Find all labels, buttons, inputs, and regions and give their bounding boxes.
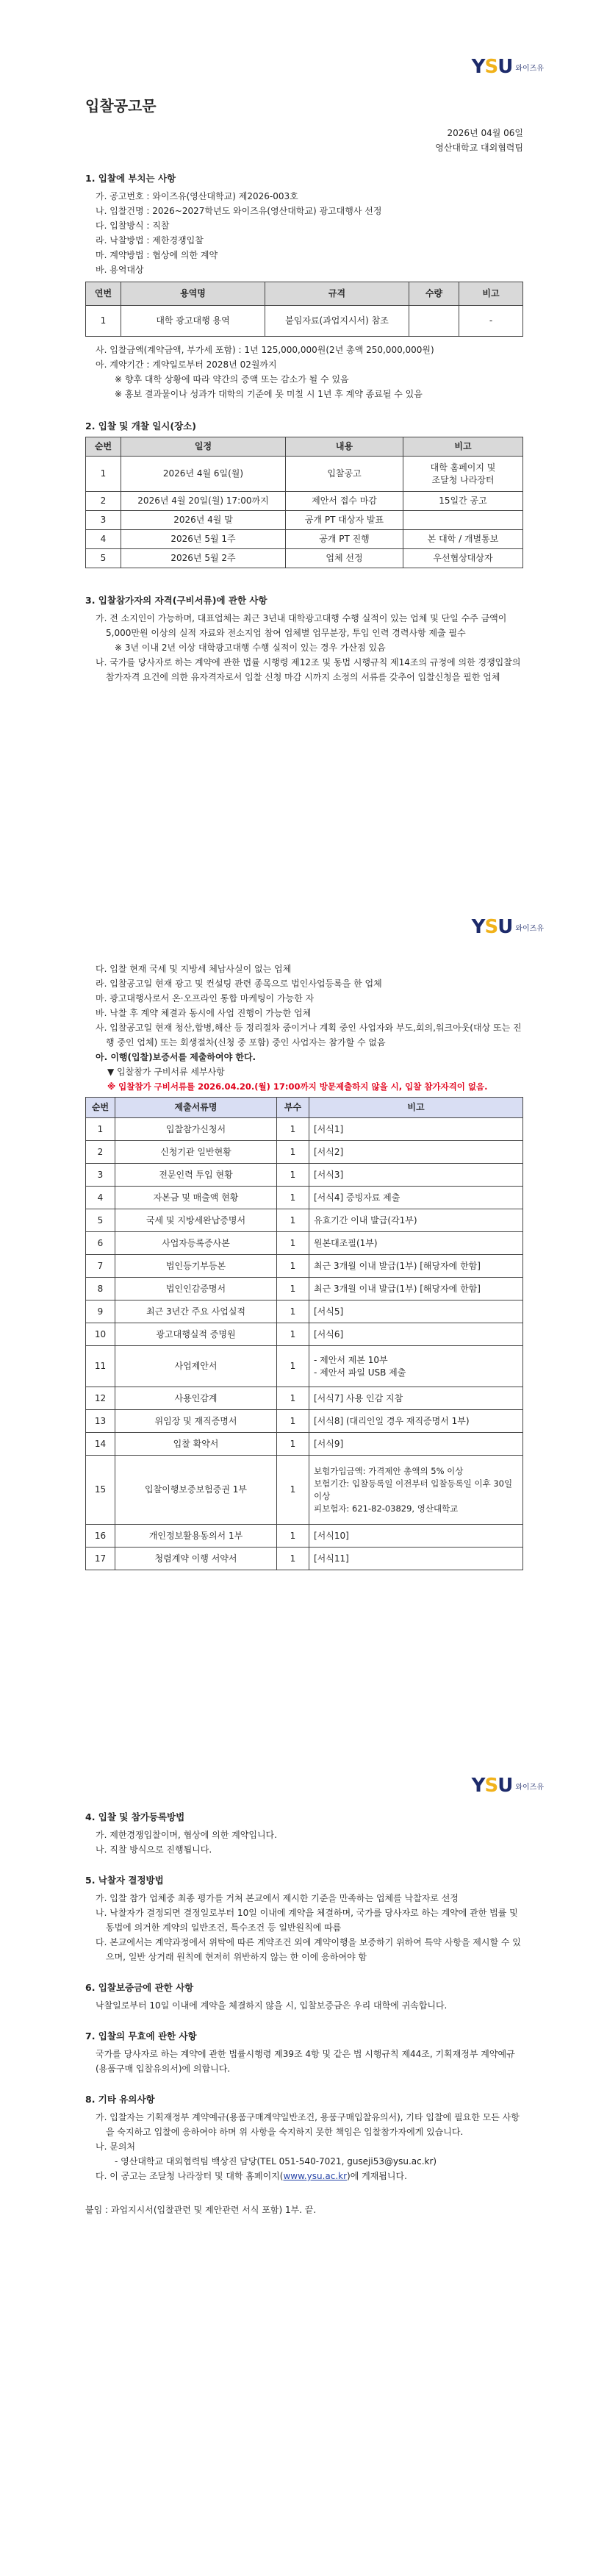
table-cell: 1 <box>86 1118 115 1141</box>
text: S <box>484 56 498 78</box>
table-cell <box>403 511 523 530</box>
table-cell: [서식4] 증빙자료 제출 <box>309 1187 523 1209</box>
issuer: 영산대학교 대외협력팀 <box>435 143 523 153</box>
table-row <box>86 530 523 549</box>
text: 부수 <box>277 1098 309 1118</box>
table-cell: - 제안서 제본 10부 - 제안서 파일 USB 제출 <box>309 1346 523 1387</box>
table-cell: 2026년 5월 1주 <box>121 530 286 549</box>
table-cell: [서식6] <box>309 1323 523 1346</box>
table-cell: [서식1] <box>309 1118 523 1141</box>
warning-note: ※ 입찰참가 구비서류를 2026.04.20.(월) 17:00까지 방문제출하지 않을 시, 입찰 참가자격이 없음. <box>107 1081 488 1092</box>
table-cell: 1 <box>277 1456 309 1525</box>
table-cell: 17 <box>86 1548 115 1570</box>
table-cell: [서식7] 사용 인감 지참 <box>309 1387 523 1410</box>
table-cell: 사용인감계 <box>115 1387 277 1410</box>
table-cell: 1 <box>277 1410 309 1433</box>
table-cell: 업체 선정 <box>286 549 403 568</box>
table-cell: 우선협상대상자 <box>403 549 523 568</box>
table-cell: 최근 3개월 이내 발급(1부) [해당자에 한함] <box>309 1255 523 1278</box>
section-5-heading: 5. 낙찰자 결정방법 <box>85 1875 164 1886</box>
text: U <box>498 916 513 938</box>
table-row <box>86 1433 523 1456</box>
table-header: 비고 <box>459 282 523 306</box>
table-cell: 4 <box>86 530 121 549</box>
table-cell: [서식3] <box>309 1164 523 1187</box>
table-cell: 자본금 및 매출액 현황 <box>115 1187 277 1209</box>
list-item <box>85 2169 523 2183</box>
table-cell: [서식10] <box>309 1525 523 1548</box>
text: 순번 <box>86 437 121 457</box>
list-item: 가. 입찰자는 기획재정부 계약예규(용품구매계약일반조건, 용품구매입찰유의서), 기타 입찰에 필요한 모든 사항을 숙지하고 입찰에 응하여야 하며 위 사항을 숙지하지 못한 책임은 입찰참가자에게 있습니다. <box>96 2112 520 2137</box>
table-cell: 본 대학 / 개별통보 <box>403 530 523 549</box>
table-cell: 사업자등록증사본 <box>115 1232 277 1255</box>
table-cell: 입찰참가신청서 <box>115 1118 277 1141</box>
table-row <box>86 1278 523 1300</box>
text: 순번 <box>86 1098 115 1118</box>
table-cell: 청렴계약 이행 서약서 <box>115 1548 277 1570</box>
table-cell: 최근 3개월 이내 발급(1부) [해당자에 한함] <box>309 1278 523 1300</box>
list-item: 나. 입찰건명 : 2026~2027학년도 와이즈유(영산대학교) 광고대행사 선정 <box>96 206 382 216</box>
documents-table <box>85 1097 523 1570</box>
table-cell: 1 <box>86 457 121 492</box>
table-cell: 5 <box>86 549 121 568</box>
table-cell: 전문인력 투입 현황 <box>115 1164 277 1187</box>
text: U <box>498 56 513 78</box>
table-row <box>86 1525 523 1548</box>
table-cell: 대학 광고대행 용역 <box>121 306 265 337</box>
table-cell: 1 <box>277 1346 309 1387</box>
table-cell: 1 <box>277 1209 309 1232</box>
list-item: 라. 낙찰방법 : 제한경쟁입찰 <box>96 235 204 246</box>
list-item: 다. 입찰 현재 국세 및 지방세 체납사실이 없는 업체 <box>96 964 292 974</box>
table-row <box>86 1164 523 1187</box>
table-cell: 1 <box>277 1525 309 1548</box>
contact-info: - 영산대학교 대외협력팀 백상진 담당(TEL 051-540-7021, guseji53@ysu.ac.kr) <box>115 2156 437 2167</box>
table-cell: 1 <box>277 1255 309 1278</box>
table-cell: 15일간 공고 <box>403 492 523 511</box>
list-item: 아. 계약기간 : 계약일로부터 2028년 02월까지 <box>96 359 277 370</box>
text: 다. 이 공고는 조달청 나라장터 및 대학 홈페이지( <box>96 2171 284 2181</box>
table-cell: 9 <box>86 1300 115 1323</box>
text: 와이즈유 <box>515 1783 544 1792</box>
text: Y <box>471 56 485 78</box>
table-cell: 입찰 확약서 <box>115 1433 277 1456</box>
table-cell: 법인등기부등본 <box>115 1255 277 1278</box>
section-3-heading: 3. 입찰참가자의 자격(구비서류)에 관한 사항 <box>85 595 267 606</box>
table-cell: 7 <box>86 1255 115 1278</box>
table-row <box>86 1118 523 1141</box>
table-cell: 유효기간 이내 발급(각1부) <box>309 1209 523 1232</box>
table-cell: 2026년 5월 2주 <box>121 549 286 568</box>
table-cell: 1 <box>277 1278 309 1300</box>
text: 비고 <box>403 437 523 457</box>
list-item: 마. 광고대행사로서 온·오프라인 통합 마케팅이 가능한 자 <box>96 993 315 1003</box>
table-row <box>86 1548 523 1570</box>
table-row <box>86 1232 523 1255</box>
table-cell: 1 <box>277 1323 309 1346</box>
table-cell: [서식2] <box>309 1141 523 1164</box>
table-cell: 1 <box>277 1118 309 1141</box>
list-item: 라. 입찰공고일 현재 광고 및 컨설팅 관련 종목으로 법인사업등록을 한 업체 <box>96 978 382 989</box>
table-row <box>86 492 523 511</box>
table-cell: 1 <box>277 1387 309 1410</box>
table-row <box>86 1187 523 1209</box>
table-cell: 2026년 4월 20일(월) 17:00까지 <box>121 492 286 511</box>
service-table <box>85 282 523 337</box>
table-cell: - <box>459 306 523 337</box>
table-row <box>86 1346 523 1387</box>
university-logo <box>472 56 544 78</box>
table-cell: 1 <box>277 1433 309 1456</box>
table-cell: 제안서 접수 마감 <box>286 492 403 511</box>
text: Y <box>471 916 485 938</box>
table-cell: 1 <box>277 1232 309 1255</box>
text: )에 게재됩니다. <box>347 2171 407 2181</box>
list-item: 사. 입찰금액(계약금액, 부가세 포함) : 1년 125,000,000원(2년 총액 250,000,000원) <box>96 345 434 355</box>
text: 제출서류명 <box>115 1098 277 1118</box>
table-cell: 개인정보활용동의서 1부 <box>115 1525 277 1548</box>
list-item: 국가를 당사자로 하는 계약에 관한 법률시행령 제39조 4항 및 같은 법 시행규칙 제44조, 기획재정부 계약예규(용품구매 입찰유의서)에 의합니다. <box>96 2049 515 2074</box>
table-cell: 3 <box>86 511 121 530</box>
table-cell: 11 <box>86 1346 115 1387</box>
table-cell: 10 <box>86 1323 115 1346</box>
attachment-note: 붙임 : 과업지시서(입찰관련 및 제안관련 서식 포함) 1부. 끝. <box>85 2205 317 2215</box>
table-cell: 붙임자료(과업지시서) 참조 <box>265 306 409 337</box>
table-row <box>86 1323 523 1346</box>
table-cell: 보험가입금액: 가격제안 총액의 5% 이상 보험기간: 입찰등록일 이전부터 입찰등록일 이후 30일 이상 피보험자: 621-82-03829, 영산대학교 <box>309 1456 523 1525</box>
table-cell: 법인인감증명서 <box>115 1278 277 1300</box>
page-3 <box>0 1720 607 2576</box>
table-cell: [서식9] <box>309 1433 523 1456</box>
table-cell: 위임장 및 재직증명서 <box>115 1410 277 1433</box>
text: U <box>498 1775 513 1797</box>
text: S <box>484 916 498 938</box>
table-header: 수량 <box>409 282 459 306</box>
text: Y <box>471 1775 485 1797</box>
table-cell: 1 <box>277 1141 309 1164</box>
text: 내용 <box>286 437 403 457</box>
table-cell: 2 <box>86 1141 115 1164</box>
table-row <box>86 1209 523 1232</box>
section-6-heading: 6. 입찰보증금에 관한 사항 <box>85 1982 194 1993</box>
table-cell: 5 <box>86 1209 115 1232</box>
list-item: 나. 국가를 당사자로 하는 계약에 관한 법률 시행령 제12조 및 동법 시행규칙 제14조의 규정에 의한 경쟁입찰의 참가자격 요건에 의한 유자격자로서 입찰 신청 마감 시까지 소정의 서류를 갖추어 입찰신청을 필한 업체 <box>96 657 521 682</box>
table-cell: 사업제안서 <box>115 1346 277 1387</box>
table-row <box>86 457 523 492</box>
table-cell: 1 <box>277 1300 309 1323</box>
table-header: 연번 <box>86 282 121 306</box>
table-row <box>86 511 523 530</box>
table-cell: 입찰이행보증보험증권 1부 <box>115 1456 277 1525</box>
sub-title: ▼ 입찰참가 구비서류 세부사항 <box>107 1067 225 1077</box>
table-row <box>86 549 523 568</box>
note: ※ 홍보 결과물이나 성과가 대학의 기준에 못 미칠 시 1년 후 계약 종료될 수 있음 <box>115 389 423 399</box>
table-cell: 1 <box>277 1548 309 1570</box>
table-cell: 6 <box>86 1232 115 1255</box>
list-item: 가. 전 소지인이 가능하며, 대표업체는 최근 3년내 대학광고대행 수행 실적이 있는 업체 및 단일 수주 금액이 5,000만원 이상의 실적 자료와 전소지업 참여 업체별 업무분장, 투입 인력 경력사항 제출 필수 <box>96 613 507 638</box>
table-cell: 1 <box>277 1164 309 1187</box>
list-item: 낙찰일로부터 10일 이내에 계약을 체결하지 않을 시, 입찰보증금은 우리 대학에 귀속합니다. <box>96 2000 448 2011</box>
list-item: 가. 입찰 참가 업체중 최종 평가를 거쳐 본교에서 제시한 기준을 만족하는 업체를 낙찰자로 선정 <box>96 1893 459 1903</box>
table-cell: 1 <box>277 1187 309 1209</box>
text: S <box>484 1775 498 1797</box>
table-row <box>86 1255 523 1278</box>
note: ※ 향후 대학 상황에 따라 약간의 증액 또는 감소가 될 수 있음 <box>115 374 349 384</box>
table-cell: 15 <box>86 1456 115 1525</box>
page-1 <box>0 0 607 867</box>
table-row <box>86 1300 523 1323</box>
section-4-heading: 4. 입찰 및 참가등록방법 <box>85 1811 185 1822</box>
table-cell: 2026년 4월 말 <box>121 511 286 530</box>
table-cell: 국세 및 지방세완납증명서 <box>115 1209 277 1232</box>
list-item: 나. 낙찰자가 결정되면 결정일로부터 10일 이내에 계약을 체결하며, 국가를 당사자로 하는 계약에 관한 법률 및 동법에 의거한 계약의 일반조건, 특수조건 등 일반원칙에 따름 <box>96 1908 518 1933</box>
note: ※ 3년 이내 2년 이상 대학광고대행 수행 실적이 있는 경우 가산점 있음 <box>115 643 386 653</box>
table-row <box>86 1456 523 1525</box>
list-item: 다. 입찰방식 : 직찰 <box>96 221 170 231</box>
table-cell: 최근 3년간 주요 사업실적 <box>115 1300 277 1323</box>
section-2-heading: 2. 입찰 및 개찰 일시(장소) <box>85 421 196 432</box>
table-cell: 8 <box>86 1278 115 1300</box>
table-row <box>86 1141 523 1164</box>
table-cell: 14 <box>86 1433 115 1456</box>
university-logo <box>472 916 544 938</box>
page-2 <box>0 867 607 1720</box>
university-logo <box>472 1775 544 1797</box>
table-cell: [서식11] <box>309 1548 523 1570</box>
text: 와이즈유 <box>515 64 544 73</box>
section-1-heading: 1. 입찰에 부치는 사항 <box>85 173 176 184</box>
table-cell: 4 <box>86 1187 115 1209</box>
list-item: 바. 용역대상 <box>96 265 144 275</box>
table-cell: 광고대행실적 증명원 <box>115 1323 277 1346</box>
table-cell <box>409 306 459 337</box>
table-cell: 2 <box>86 492 121 511</box>
table-cell: 13 <box>86 1410 115 1433</box>
list-item: 바. 낙찰 후 계약 체결과 동시에 사업 진행이 가능한 업체 <box>96 1008 312 1018</box>
section-8-heading: 8. 기타 유의사항 <box>85 2094 155 2105</box>
table-cell: 원본대조필(1부) <box>309 1232 523 1255</box>
notice-date: 2026년 04월 06일 <box>447 128 523 138</box>
table-cell: 공개 PT 진행 <box>286 530 403 549</box>
section-7-heading: 7. 입찰의 무효에 관한 사항 <box>85 2031 197 2042</box>
table-cell: 3 <box>86 1164 115 1187</box>
table-cell: 공개 PT 대상자 발표 <box>286 511 403 530</box>
table-row <box>86 1410 523 1433</box>
table-cell: 16 <box>86 1525 115 1548</box>
table-cell: 1 <box>86 306 121 337</box>
page-title: 입찰공고문 <box>85 97 157 115</box>
list-item: 마. 계약방법 : 협상에 의한 계약 <box>96 250 218 260</box>
table-cell: [서식8] (대리인일 경우 재직증명서 1부) <box>309 1410 523 1433</box>
table-row <box>86 306 523 337</box>
text: 비고 <box>309 1098 523 1118</box>
table-cell: 12 <box>86 1387 115 1410</box>
homepage-link[interactable]: www.ysu.ac.kr <box>283 2171 348 2181</box>
table-row <box>86 1387 523 1410</box>
list-item: 다. 본교에서는 계약과정에서 위탁에 따른 계약조건 외에 계약이행을 보증하기 위하여 특약 사항을 제시할 수 있으며, 일반 상거래 원칙에 현저히 위반하지 않는 한 이에 응하여야 함 <box>96 1937 521 1962</box>
list-item: 가. 공고번호 : 와이즈유(영산대학교) 제2026-003호 <box>96 191 298 201</box>
list-item: 나. 문의처 <box>96 2142 135 2152</box>
list-item: 가. 제한경쟁입찰이며, 협상에 의한 계약입니다. <box>96 1830 277 1840</box>
table-header: 용역명 <box>121 282 265 306</box>
table-cell: [서식5] <box>309 1300 523 1323</box>
table-cell: 신청기관 일반현황 <box>115 1141 277 1164</box>
text: 와이즈유 <box>515 924 544 933</box>
list-item: 아. 이행(입찰)보증서를 제출하여야 한다. <box>96 1052 256 1062</box>
table-cell: 2026년 4월 6일(월) <box>121 457 286 492</box>
schedule-table <box>85 437 523 568</box>
table-header: 규격 <box>265 282 409 306</box>
text: 일정 <box>121 437 286 457</box>
table-cell: 입찰공고 <box>286 457 403 492</box>
list-item: 나. 직찰 방식으로 진행됩니다. <box>96 1845 212 1855</box>
table-cell: 대학 홈페이지 및 조달청 나라장터 <box>403 457 523 492</box>
list-item: 사. 입찰공고일 현재 청산,합병,해산 등 정리절차 중이거나 계획 중인 사업자와 부도,회의,워크아웃(대상 또는 진행 중인 업체) 또는 회생절차(신청 중 포함) 중인 사업자는 참가할 수 없음 <box>96 1023 522 1048</box>
